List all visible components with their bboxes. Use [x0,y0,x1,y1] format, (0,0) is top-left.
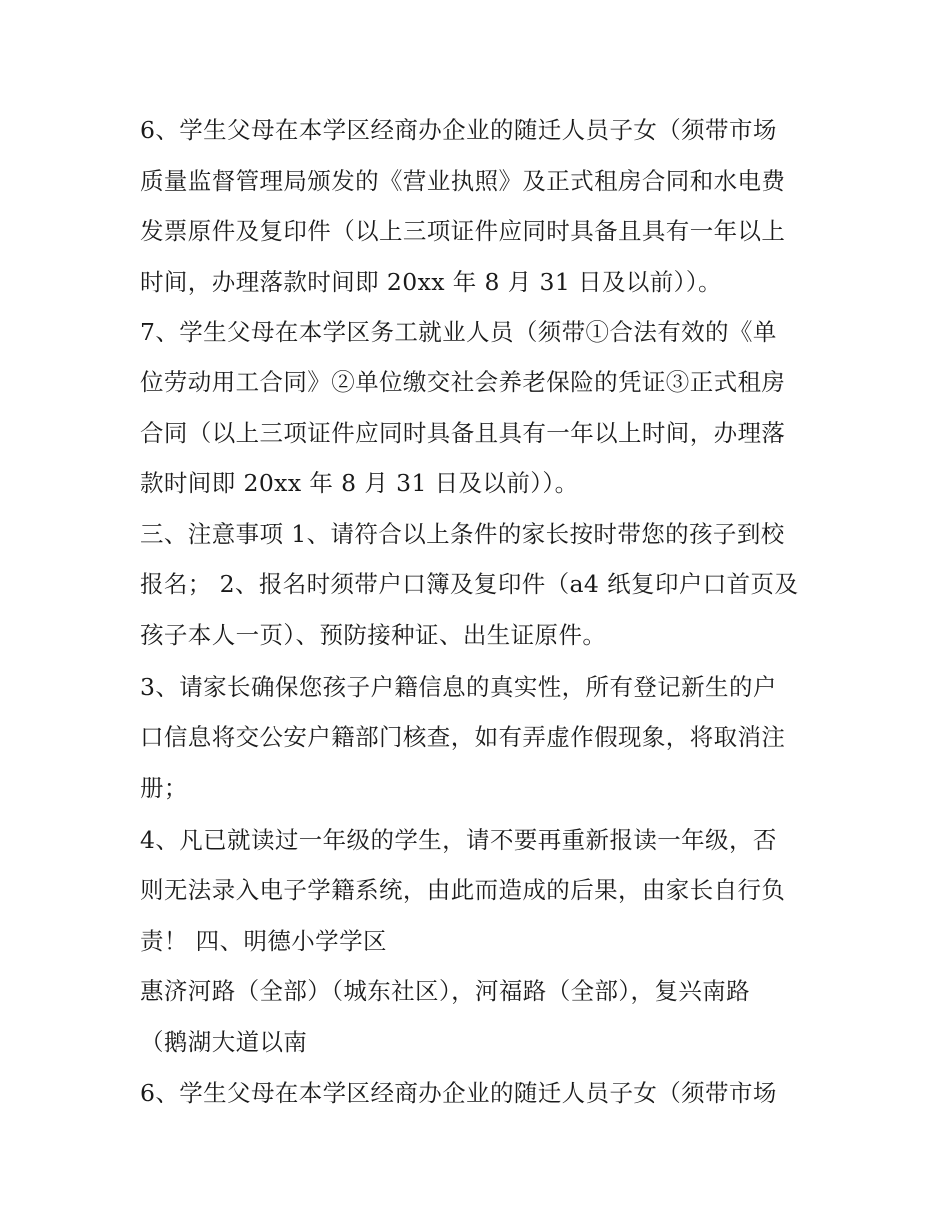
text-line: 4、凡已就读过一年级的学生，请不要再重新报读一年级，否 [140,826,777,854]
text-line: 合同（以上三项证件应同时具备且具有一年以上时间，办理落 [140,419,786,447]
text-line: 时间，办理落款时间即 20xx 年 8 月 31 日及以前））。 [140,268,722,296]
text-line: 责！ 四、明德小学学区 [140,927,387,955]
text-line: 则无法录入电子学籍系统，由此而造成的后果，由家长自行负 [140,876,786,904]
text-line: 3、请家长确保您孩子户籍信息的真实性，所有登记新生的户 [140,673,777,701]
text-line: 惠济河路（全部）（城东社区），河福路（全部），复兴南路 [140,977,751,1005]
text-line: 6、学生父母在本学区经商办企业的随迁人员子女（须带市场 [140,1079,777,1107]
text-line: （鹅湖大道以南 [140,1028,308,1056]
text-line: 款时间即 20xx 年 8 月 31 日及以前））。 [140,469,579,497]
text-line: 孩子本人一页）、预防接种证、出生证原件。 [140,621,607,649]
text-line: 册； [140,774,188,802]
text-line: 口信息将交公安户籍部门核查，如有弄虚作假现象，将取消注 [140,723,786,751]
text-line: 发票原件及复印件（以上三项证件应同时具备且具有一年以上 [140,217,786,245]
text-line: 位劳动用工合同》②单位缴交社会养老保险的凭证③正式租房 [140,368,786,396]
text-line: 报名； 2、报名时须带户口簿及复印件（a4 纸复印户口首页及 [140,570,799,598]
text-line: 质量监督管理局颁发的《营业执照》及正式租房合同和水电费 [140,167,786,195]
text-line: 6、学生父母在本学区经商办企业的随迁人员子女（须带市场 [140,116,777,144]
text-line: 三、注意事项 1、请符合以上条件的家长按时带您的孩子到校 [140,520,785,548]
text-line: 7、学生父母在本学区务工就业人员（须带①合法有效的《单 [140,318,777,346]
